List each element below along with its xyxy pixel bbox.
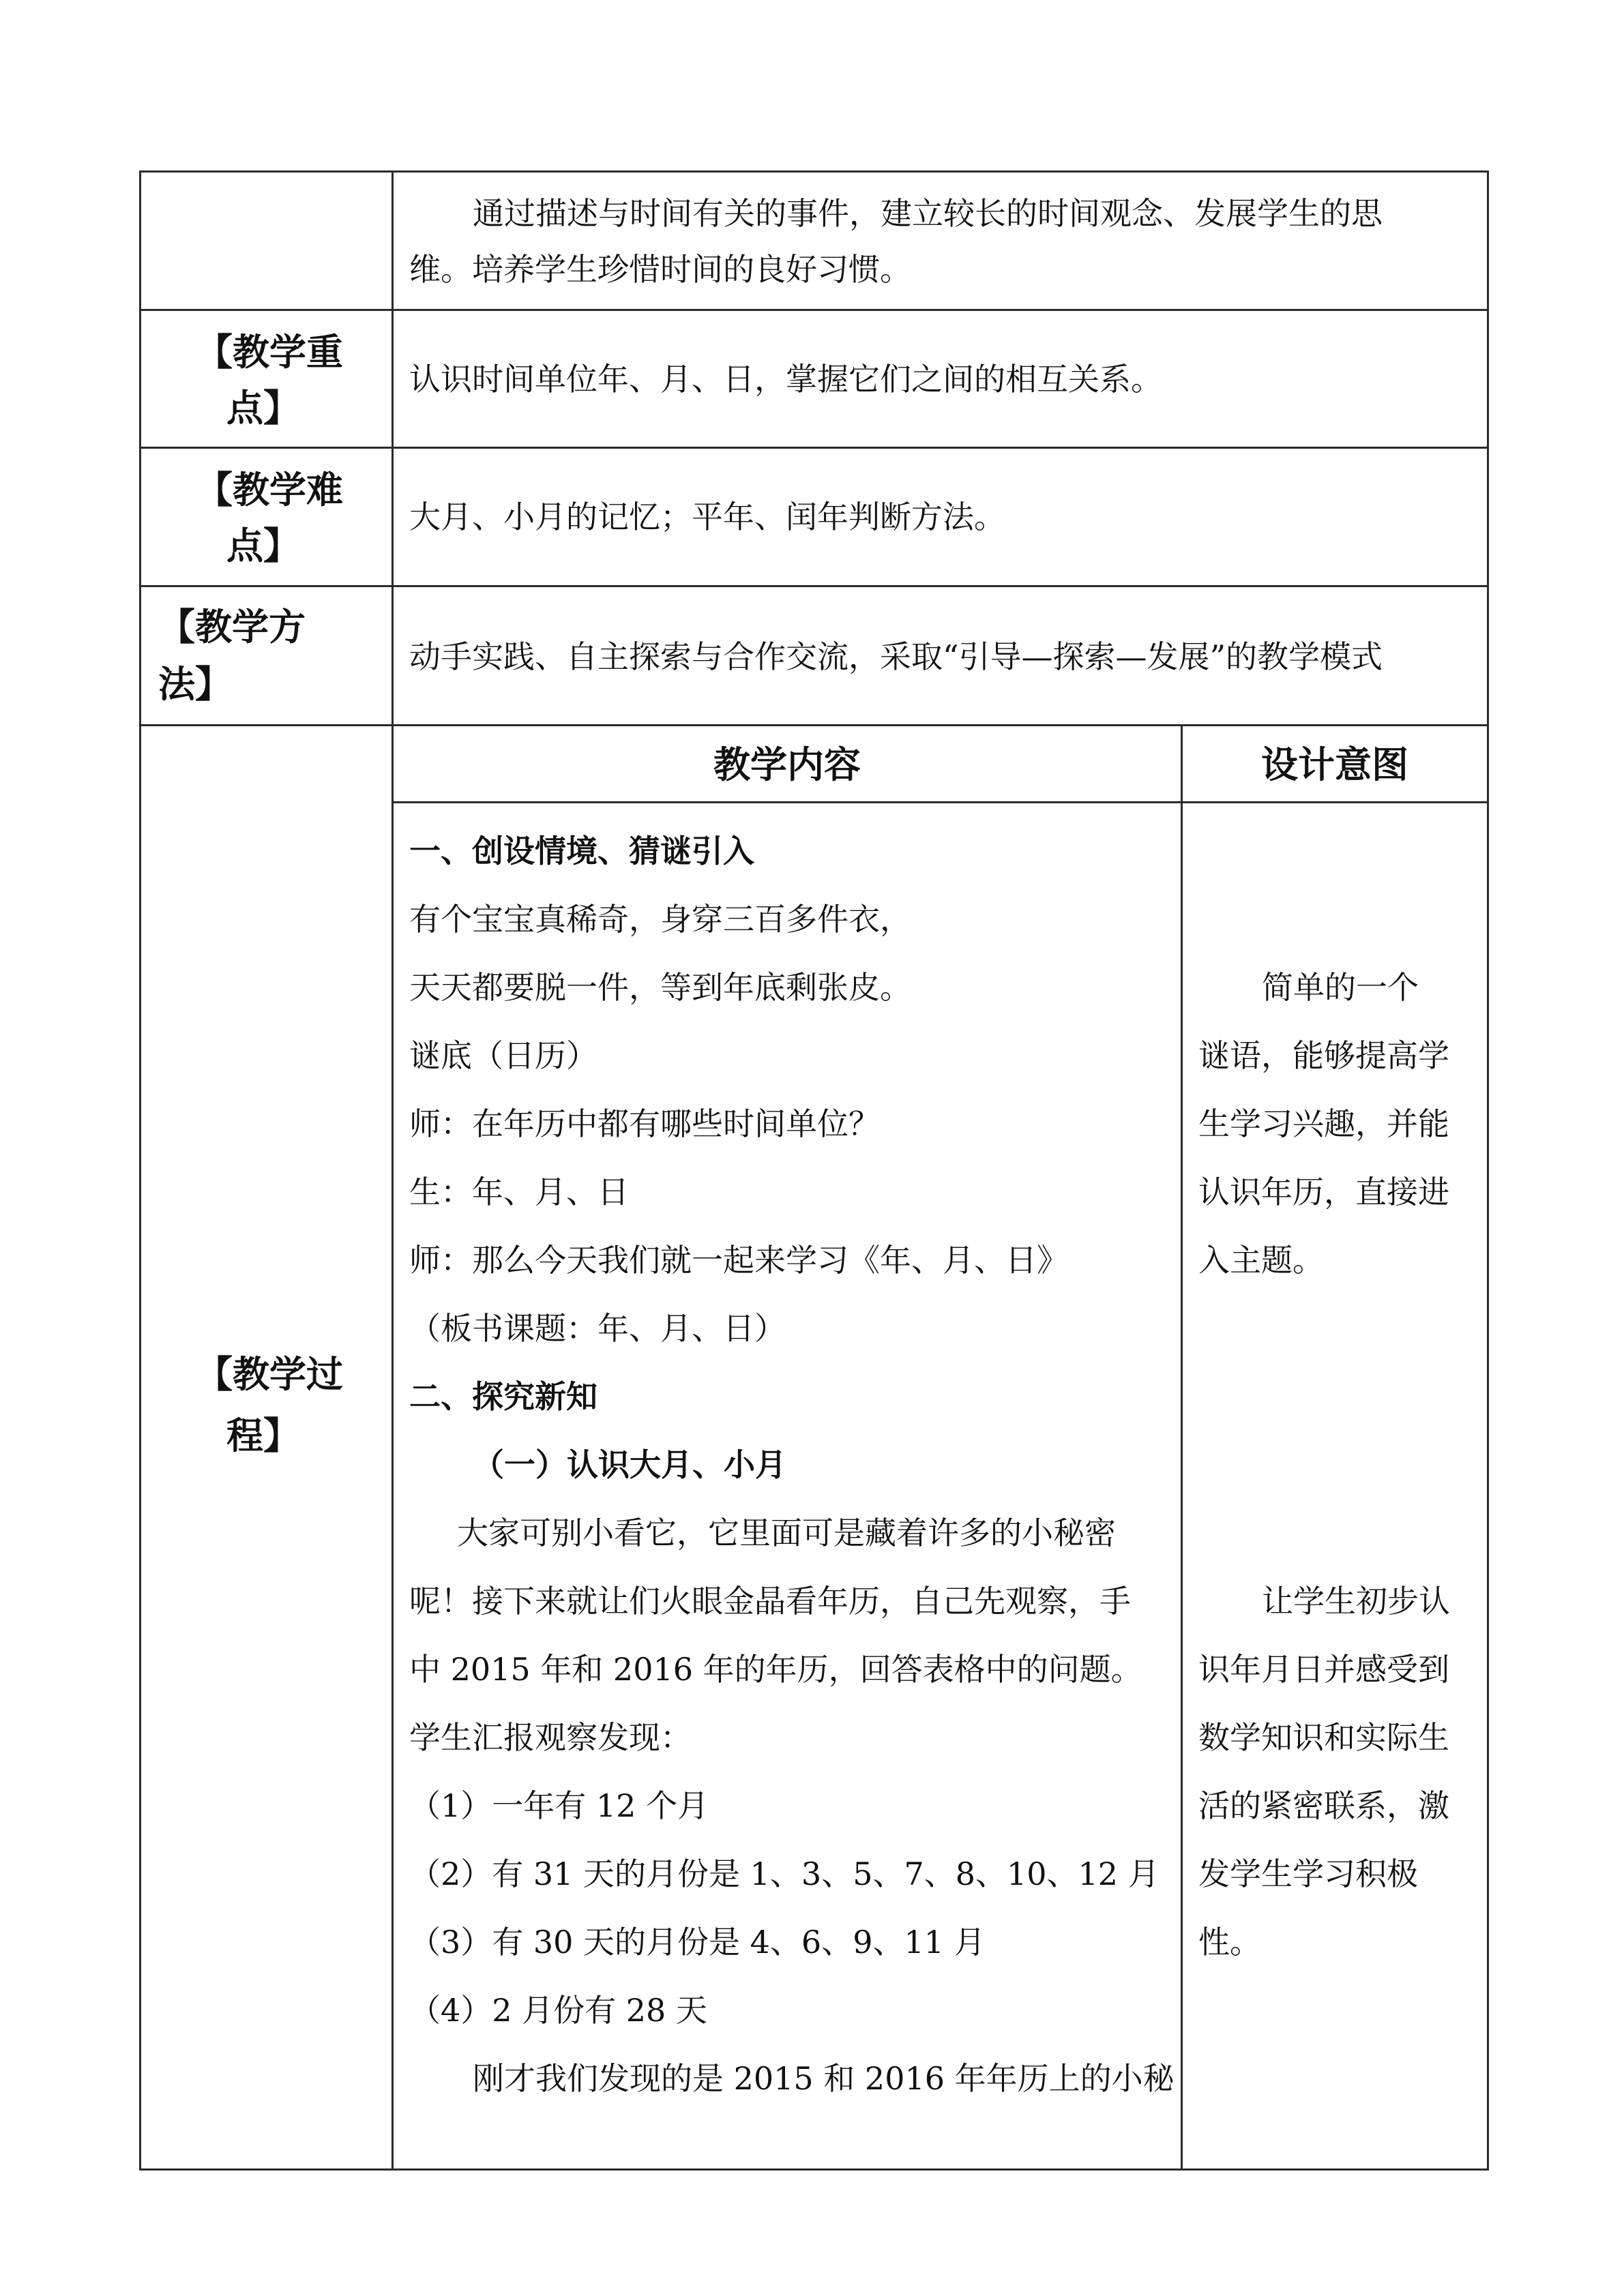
intent-2-line-4: 活的紧密联系，激 xyxy=(1198,1787,1449,1824)
subsection-heading-1: （一）认识大月、小月 xyxy=(473,1446,786,1483)
key-points-label-line-2: 点】 xyxy=(226,386,300,430)
difficulties-label-line-1: 【教学难 xyxy=(196,468,343,511)
dialogue-line-3: 师：那么今天我们就一起来学习《年、月、日》 xyxy=(409,1242,1068,1279)
goal-line-1: 通过描述与时间有关的事件，建立较长的时间观念、发展学生的思 xyxy=(473,195,1383,232)
intent-2-line-6: 性。 xyxy=(1198,1924,1261,1960)
method-label xyxy=(141,587,392,724)
key-points-label xyxy=(141,311,392,447)
difficulties-content xyxy=(394,449,1487,585)
intent-1-line-5: 入主题。 xyxy=(1198,1242,1324,1279)
process-intent-header xyxy=(1183,726,1487,801)
intent-1-line-2: 谜语，能够提高学 xyxy=(1198,1037,1449,1074)
intent-2-line-3: 数学知识和实际生 xyxy=(1198,1719,1449,1756)
dialogue-line-2: 生：年、月、日 xyxy=(409,1174,629,1210)
key-points-text: 认识时间单位年、月、日，掌握它们之间的相互关系。 xyxy=(409,361,1162,398)
intent-1-line-1: 简单的一个 xyxy=(1262,969,1419,1006)
process-intent-body xyxy=(1183,803,1487,2168)
finding-3: （3）有 30 天的月份是 4、6、9、11 月 xyxy=(409,1924,986,1960)
method-label-line-1: 【教学方 xyxy=(158,605,306,648)
paragraph-line-4: 刚才我们发现的是 2015 和 2016 年年历上的小秘 xyxy=(473,2060,1175,2097)
finding-4: （4）2 月份有 28 天 xyxy=(409,1992,707,2029)
method-content xyxy=(394,587,1487,724)
process-label-line-1: 【教学过 xyxy=(196,1352,343,1396)
section-heading-1: 一、创设情境、猜谜引入 xyxy=(409,833,754,869)
intent-2-line-2: 识年月日并感受到 xyxy=(1198,1651,1449,1688)
difficulties-label xyxy=(141,449,392,585)
paragraph-line-3: 中 2015 年和 2016 年的年历，回答表格中的问题。 xyxy=(409,1651,1142,1688)
content-column-title: 教学内容 xyxy=(713,743,861,786)
process-label-line-2: 程】 xyxy=(226,1414,300,1457)
riddle-answer: 谜底（日历） xyxy=(409,1037,597,1074)
finding-2: （2）有 31 天的月份是 1、3、5、7、8、10、12 月 xyxy=(409,1855,1160,1892)
goal-continuation-cell xyxy=(394,173,1487,309)
difficulties-label-line-2: 点】 xyxy=(226,524,300,567)
goal-line-2: 维。培养学生珍惜时间的良好习惯。 xyxy=(409,251,911,288)
finding-1: （1）一年有 12 个月 xyxy=(409,1787,709,1824)
intent-1-line-3: 生学习兴趣，并能 xyxy=(1198,1105,1449,1142)
process-content-header xyxy=(394,726,1181,801)
board-note: （板书课题：年、月、日） xyxy=(409,1310,786,1347)
table-border-right xyxy=(1487,170,1489,2171)
riddle-line-2: 天天都要脱一件，等到年底剩张皮。 xyxy=(409,969,911,1006)
report-intro: 学生汇报观察发现： xyxy=(409,1719,692,1756)
method-label-line-2: 法】 xyxy=(158,662,232,706)
process-content-body xyxy=(394,803,1181,2168)
table-border-bottom xyxy=(139,2168,1489,2171)
intent-1-line-4: 认识年历，直接进 xyxy=(1198,1174,1449,1210)
paragraph-line-1: 大家可别小看它，它里面可是藏着许多的小秘密 xyxy=(457,1515,1116,1551)
process-label xyxy=(141,726,392,2168)
intent-2-line-5: 发学生学习积极 xyxy=(1198,1855,1418,1892)
section-heading-2: 二、探究新知 xyxy=(409,1378,597,1415)
key-points-label-line-1: 【教学重 xyxy=(196,330,343,374)
paragraph-line-2: 呢！接下来就让们火眼金晶看年历，自己先观察，手 xyxy=(409,1583,1131,1620)
intent-2-line-1: 让学生初步认 xyxy=(1262,1583,1450,1620)
difficulties-text: 大月、小月的记忆；平年、闰年判断方法。 xyxy=(409,498,1005,535)
intent-column-title: 设计意图 xyxy=(1261,743,1408,786)
dialogue-line-1: 师：在年历中都有哪些时间单位？ xyxy=(409,1105,880,1142)
key-points-content xyxy=(394,311,1487,447)
riddle-line-1: 有个宝宝真稀奇，身穿三百多件衣， xyxy=(409,901,911,938)
method-text: 动手实践、自主探索与合作交流，采取“引导—探索—发展”的教学模式 xyxy=(409,638,1383,675)
